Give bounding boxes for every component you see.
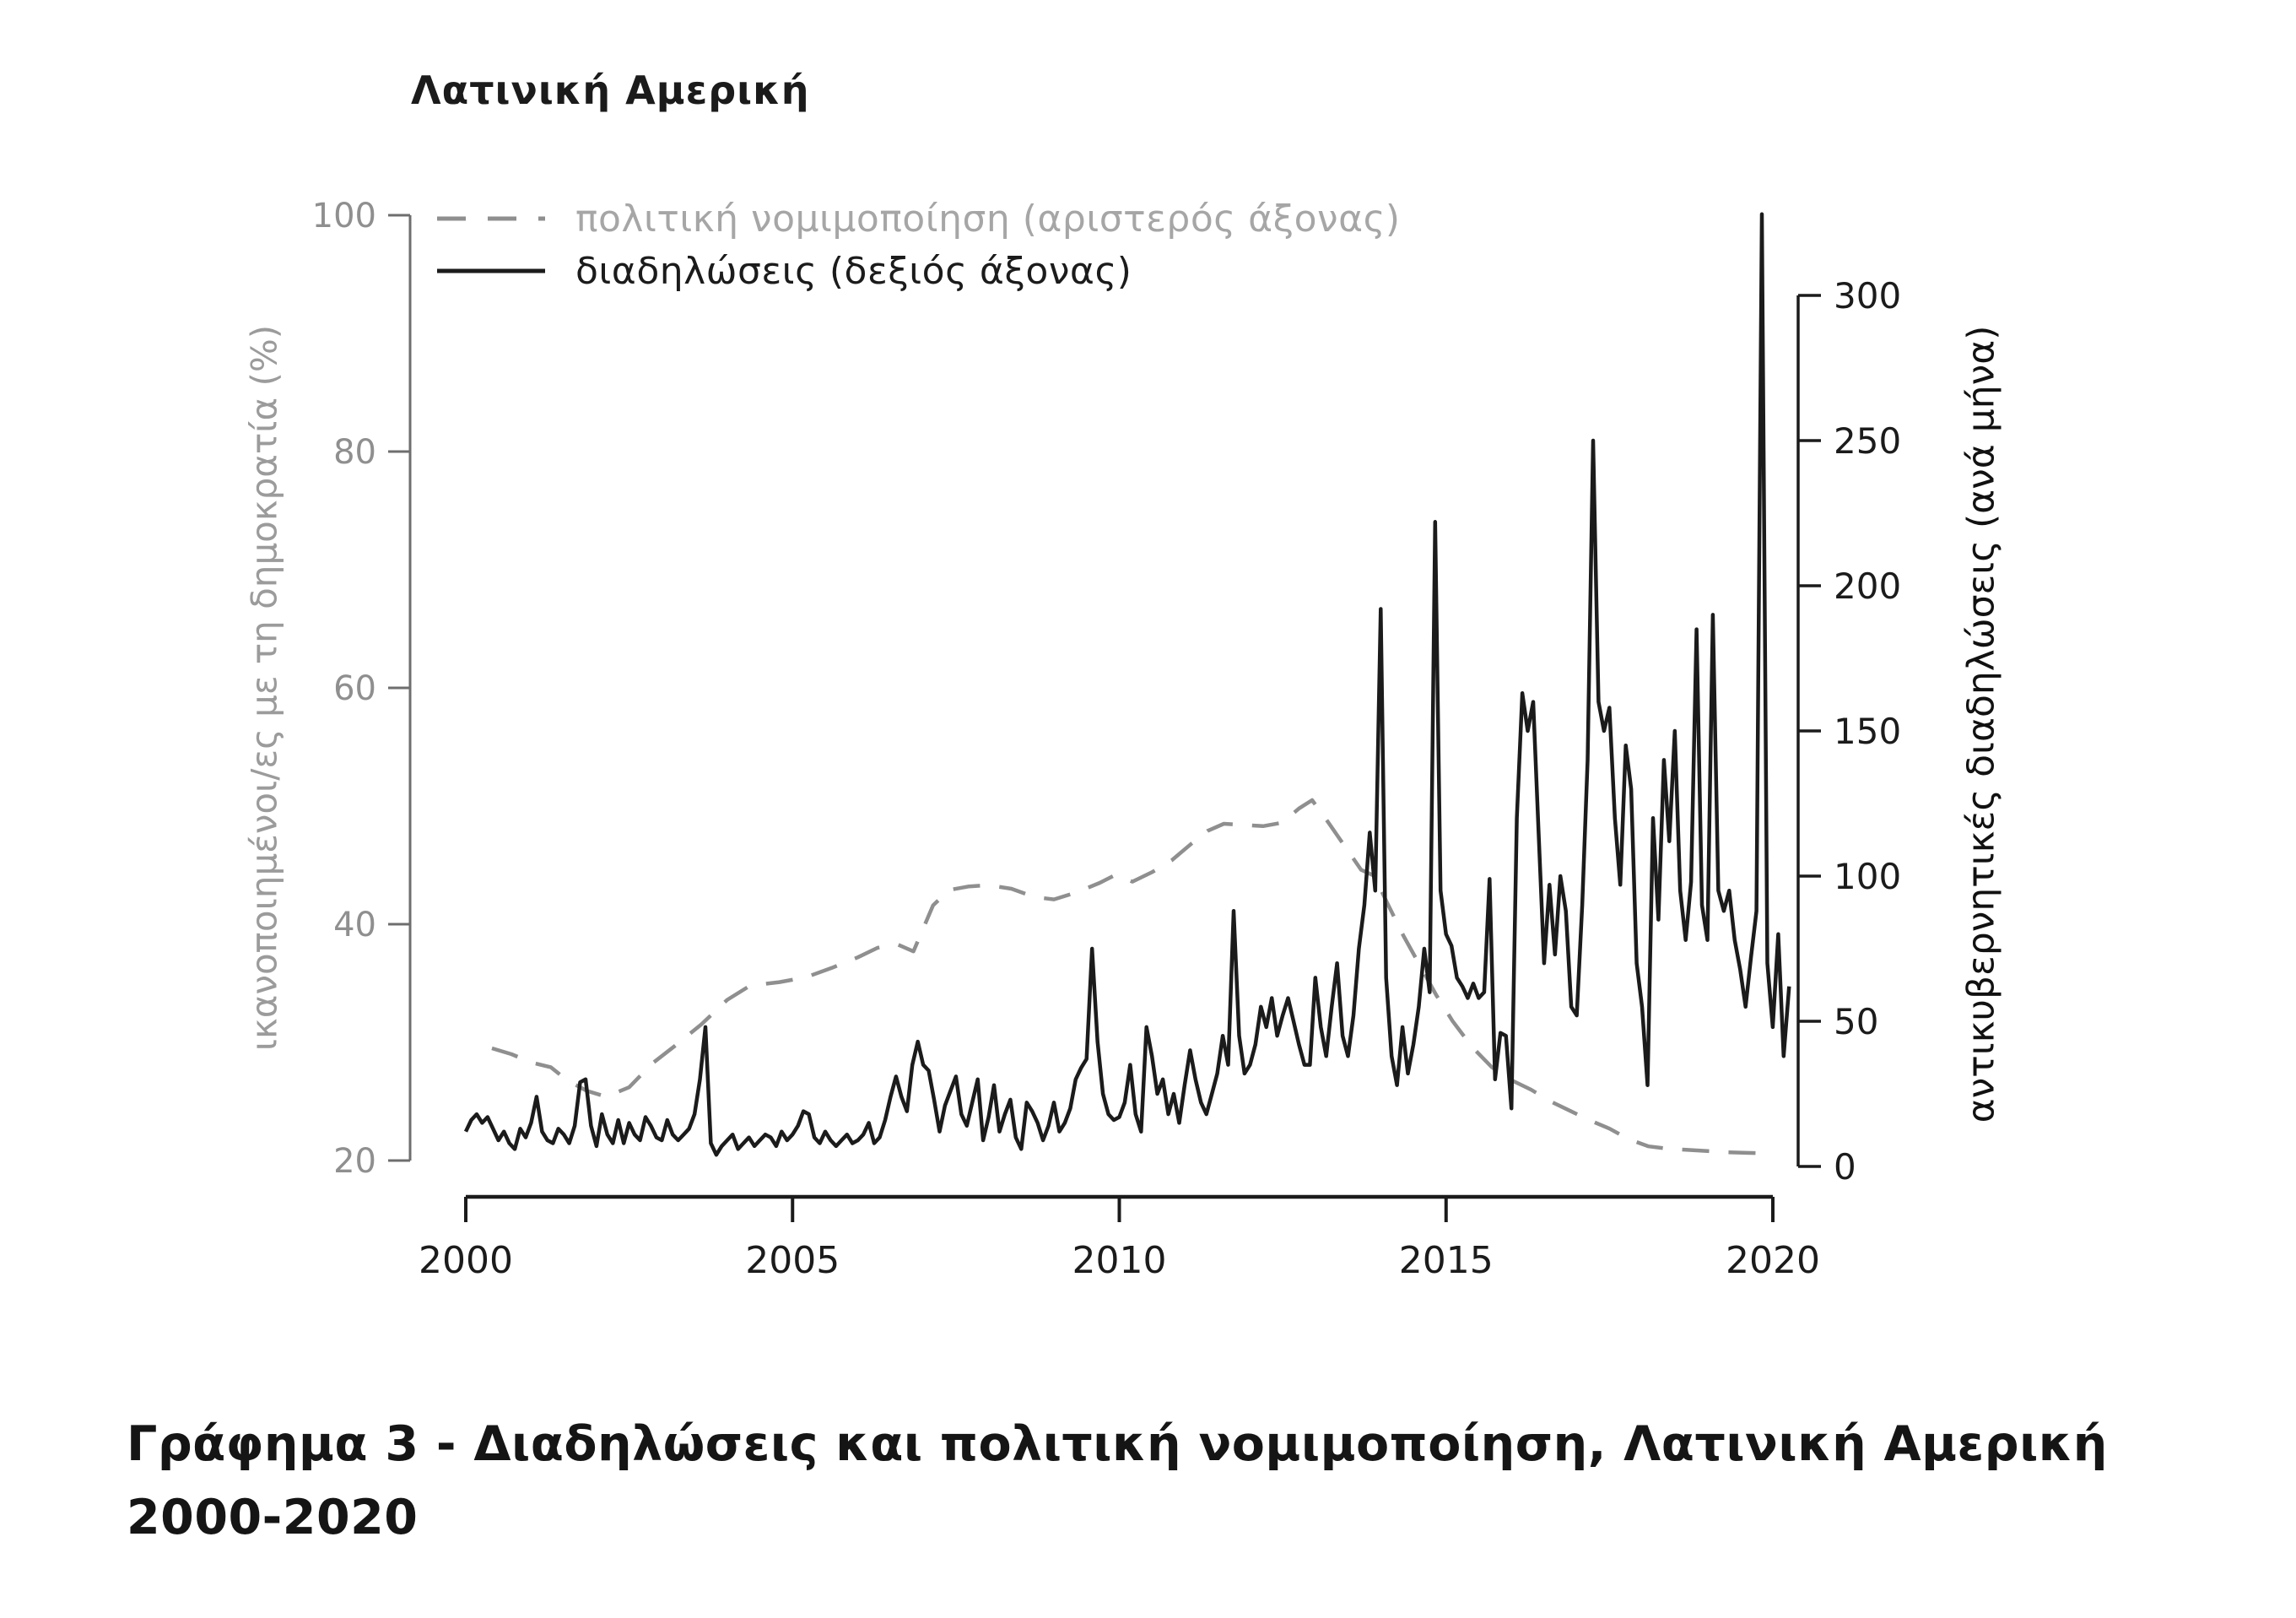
caption-line-2: 2000-2020 bbox=[127, 1489, 419, 1545]
right-tick-label: 200 bbox=[1834, 565, 1902, 607]
left-tick-label: 60 bbox=[333, 669, 376, 708]
left-axis-title: ικανοποιημένοι/ες με τη δημοκρατία (%) bbox=[243, 324, 285, 1052]
right-axis-title: αντικυβερνητικές διαδηλώσεις (ανά μήνα) bbox=[1959, 325, 2003, 1123]
left-tick-label: 20 bbox=[333, 1142, 376, 1181]
right-tick-label: 0 bbox=[1834, 1146, 1856, 1188]
legend-label-legitimacy: πολιτική νομιμοποίηση (αριστερός άξονας) bbox=[575, 197, 1401, 241]
left-tick-label: 100 bbox=[311, 197, 376, 235]
x-tick-label: 2010 bbox=[1072, 1239, 1167, 1282]
chart-caption bbox=[127, 1408, 2219, 1554]
left-axis bbox=[312, 197, 410, 1181]
caption-line-1: Γράφημα 3 - Διαδηλώσεις και πολιτική νομιμοποίηση, Λατινική Αμερική bbox=[127, 1416, 2108, 1472]
x-axis bbox=[419, 1197, 1820, 1282]
series-protests-path bbox=[466, 214, 1789, 1155]
right-tick-label: 50 bbox=[1834, 1001, 1879, 1042]
left-tick-label: 80 bbox=[333, 433, 376, 472]
x-tick-label: 2020 bbox=[1726, 1239, 1820, 1282]
right-tick-label: 150 bbox=[1834, 711, 1902, 752]
legend-label-protests: διαδηλώσεις (δεξιός άξονας) bbox=[575, 249, 1132, 293]
right-axis bbox=[1798, 275, 1901, 1188]
left-tick-label: 40 bbox=[333, 906, 376, 944]
x-tick-label: 2005 bbox=[745, 1239, 840, 1282]
x-tick-label: 2015 bbox=[1398, 1239, 1494, 1282]
right-tick-label: 250 bbox=[1834, 420, 1902, 462]
right-tick-label: 300 bbox=[1834, 275, 1902, 317]
right-tick-label: 100 bbox=[1834, 856, 1902, 897]
chart-title: Λατινική Αμερική bbox=[411, 68, 810, 113]
x-tick-label: 2000 bbox=[419, 1239, 513, 1282]
